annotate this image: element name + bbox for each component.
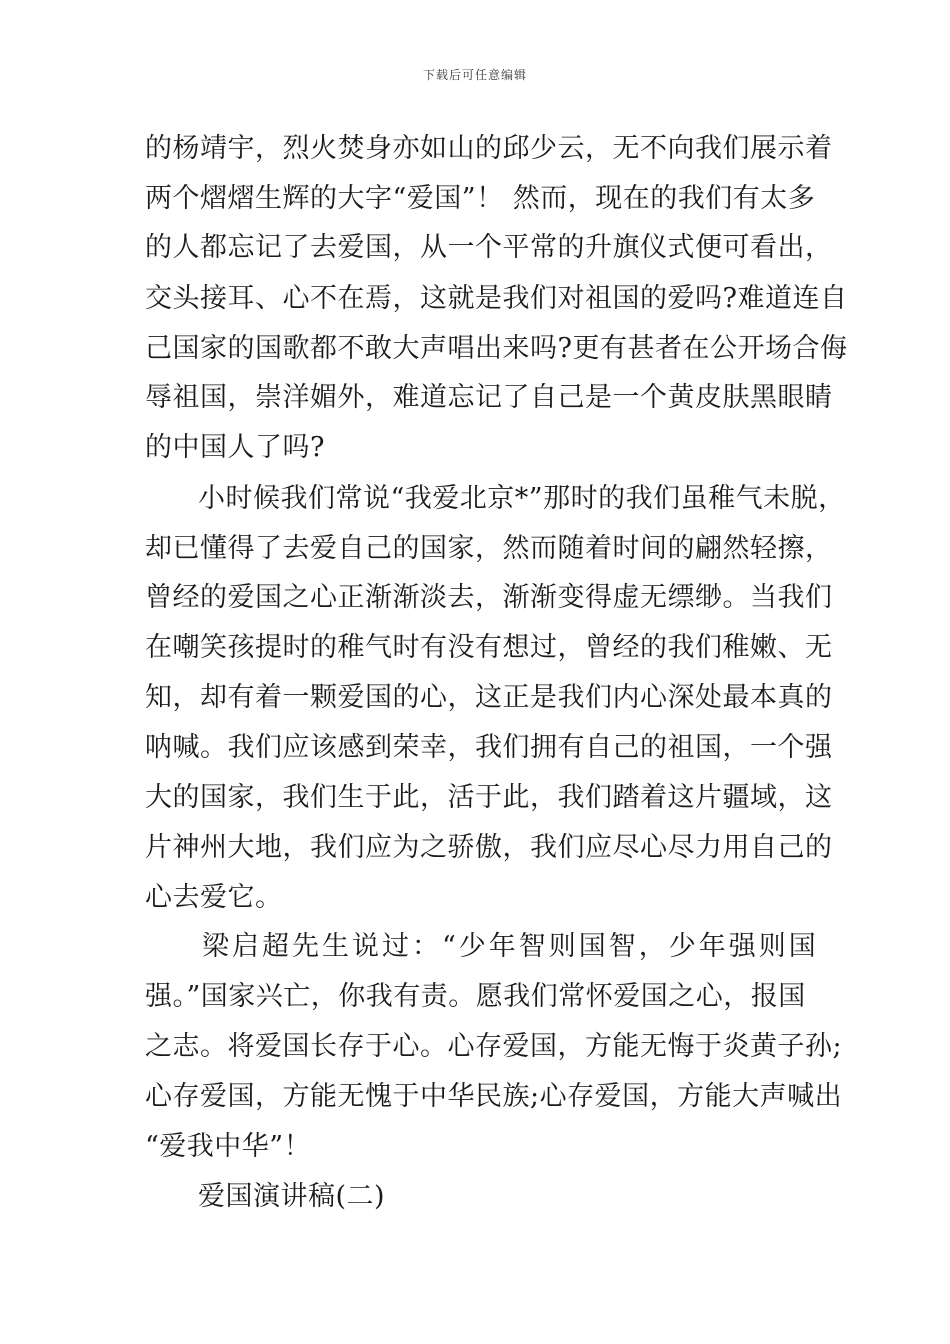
text-line: 曾经的爱国之心正渐渐淡去，渐渐变得虚无缥缈。当我们	[145, 582, 833, 613]
text-line: 呐喊。我们应该感到荣幸，我们拥有自己的祖国，一个强	[145, 732, 833, 763]
text-line: 两个熠熠生辉的大字“爱国”！ 然而，现在的我们有太多	[145, 183, 816, 214]
text-line: “爱我中华”！	[145, 1131, 312, 1162]
text-line: 强。”国家兴亡，你我有责。愿我们常怀爱国之心，报国	[145, 981, 806, 1012]
text-line: 却已懂得了去爱自己的国家，然而随着时间的翩然轻擦，	[145, 533, 833, 564]
text-line: 梁启超先生说过：“少年智则国智，少年强则国	[202, 931, 819, 962]
text-line: 大的国家，我们生于此，活于此，我们踏着这片疆域，这	[145, 782, 833, 813]
text-line: 之志。将爱国长存于心。心存爱国，方能无悔于炎黄子孙;	[145, 1031, 843, 1062]
text-line: 的杨靖宇，烈火焚身亦如山的邱少云，无不向我们展示着	[145, 133, 833, 164]
section-heading: 爱国演讲稿(二)	[198, 1181, 386, 1212]
text-line: 己国家的国歌都不敢大声唱出来吗?更有甚者在公开场合侮	[145, 333, 848, 364]
text-line: 的人都忘记了去爱国，从一个平常的升旗仪式便可看出，	[145, 232, 833, 263]
text-line: 交头接耳、心不在焉，这就是我们对祖国的爱吗?难道连自	[145, 283, 848, 314]
text-line: 心存爱国，方能无愧于中华民族;心存爱国，方能大声喊出	[145, 1081, 843, 1112]
text-line: 小时候我们常说“我爱北京*”那时的我们虽稚气未脱，	[198, 483, 846, 514]
text-line: 在嘲笑孩提时的稚气时有没有想过，曾经的我们稚嫩、无	[145, 632, 833, 663]
text-line: 片神州大地，我们应为之骄傲，我们应尽心尽力用自己的	[145, 832, 833, 863]
text-line: 知，却有着一颗爱国的心，这正是我们内心深处最本真的	[145, 682, 833, 713]
text-line: 心去爱它。	[145, 882, 283, 913]
page-header: 下载后可任意编辑	[422, 68, 527, 82]
text-line: 辱祖国，崇洋媚外，难道忘记了自己是一个黄皮肤黑眼睛	[145, 382, 833, 413]
text-line: 的中国人了吗?	[145, 432, 325, 463]
